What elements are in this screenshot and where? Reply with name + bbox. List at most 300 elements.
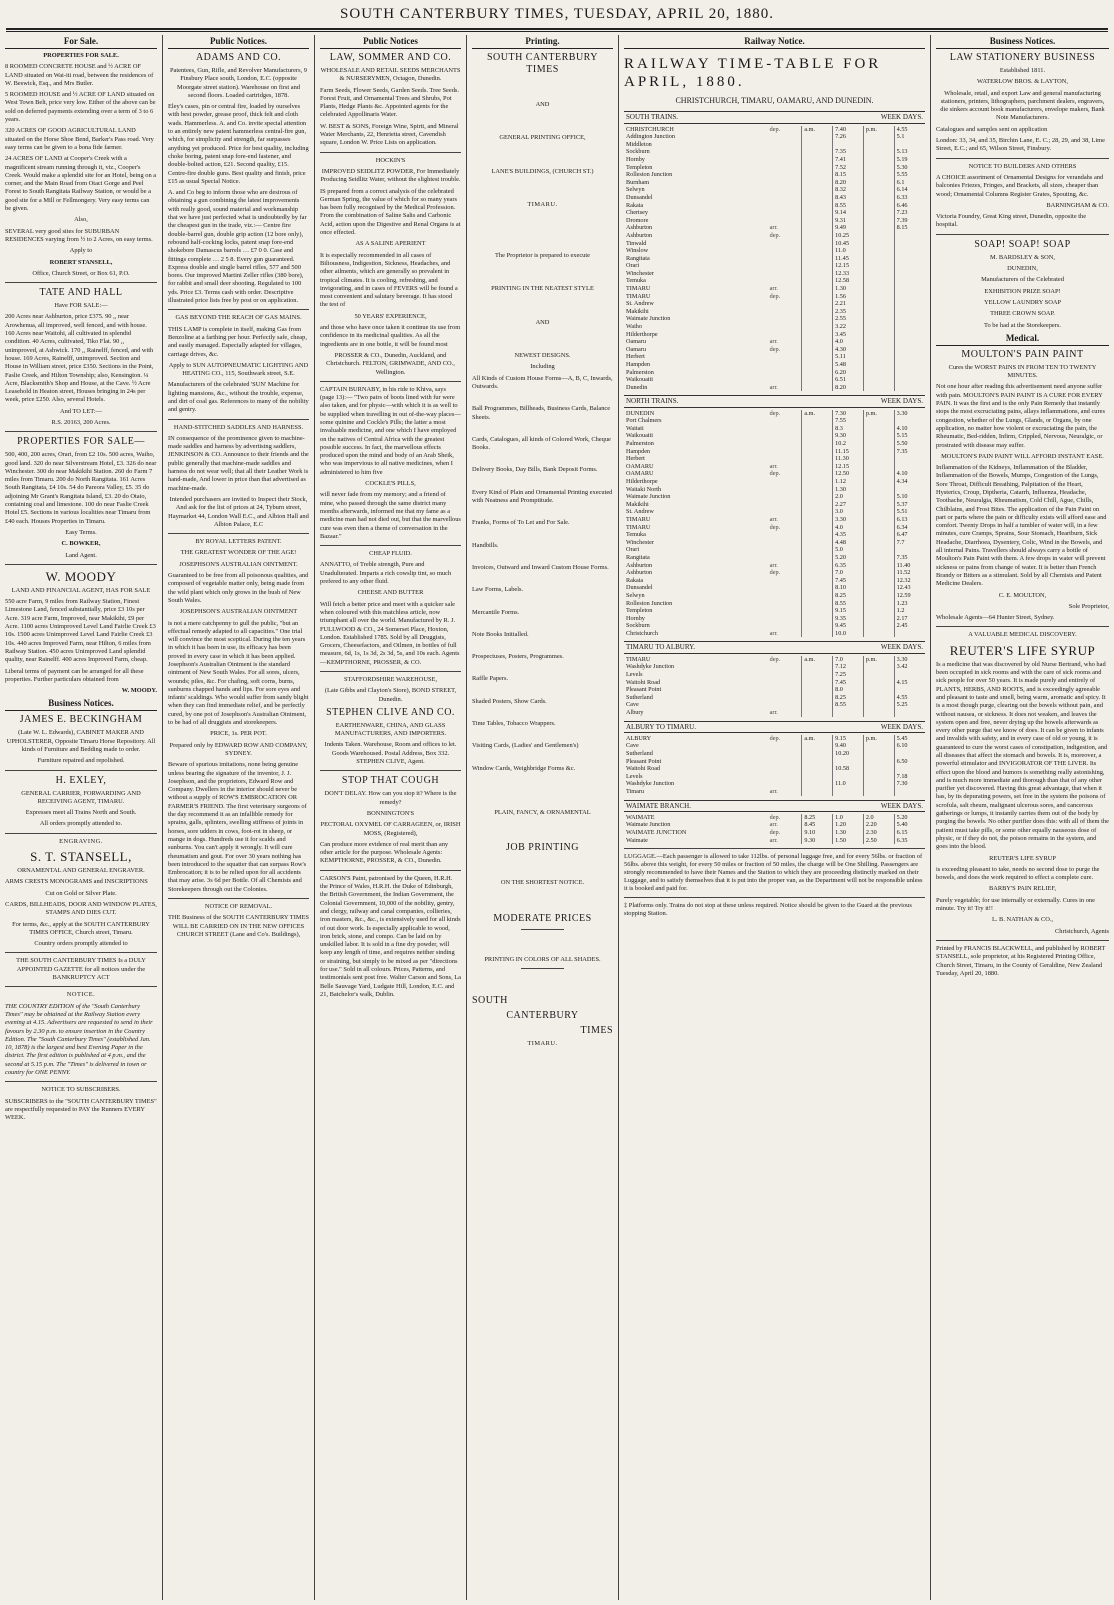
text: CARDS, BILLHEADS, DOOR AND WINDOW PLATES, STAMPS AND DIES CUT. <box>5 900 157 917</box>
text: THIS LAMP is complete in itself, making Gas from Benzoline at a farthing per hour. Perfectly safe, cheap, and easily managed. Especially adapted for villages, carriage drives, &c. <box>168 325 307 358</box>
text: TIMARU. <box>527 1039 558 1047</box>
time-cell <box>802 630 833 638</box>
property-list: 200 Acres near Ashburton, price £375. 90 ,, near Arowhenua, all improved, well fenced, and with house. 160 Acres near Waitohi, all cultivated in splendid condition. 40 Acres, cultivated, Tiko Flat. 90 ,, unimproved, at Ashwick. 170 ,, Rainelff, fenced, and with house. 169 Acres, Rainelff, unimproved. Section and House in William street, price £350. Sections in the Point, Faslie Creek, and Hilton Township; also, Kensington. ¼ Acre, Blacksmith's Shop and House, at the Cave. ½ Acre Leasehold in Heaton street, Houses bringing in 24s per week, price £250. Also, several Hotels. <box>5 313 154 404</box>
dep-arr-marker <box>768 262 802 270</box>
station-name: Port Chalmers <box>626 417 662 425</box>
printing-list-item: Visiting Cards, (Ladies' and Gentlemen's) <box>472 742 579 750</box>
timetable-row <box>624 224 925 232</box>
dep-arr-marker <box>768 508 802 516</box>
albury-timaru-label: ALBURY TO TIMARU. <box>626 722 696 731</box>
time-cell <box>863 133 894 141</box>
ad-title: MODERATE PRICES <box>493 912 592 924</box>
time-cell: 6.46 <box>894 202 925 210</box>
station-name: Ashburton <box>626 561 653 569</box>
time-cell <box>863 516 894 524</box>
timetable-row <box>624 821 925 829</box>
ad-title: ENGRAVING. <box>59 837 103 845</box>
time-cell <box>802 773 833 781</box>
station-name: Addington Junction <box>626 133 675 141</box>
time-cell <box>833 758 864 766</box>
station-name: Waimate Junction <box>626 821 671 829</box>
time-cell <box>894 285 925 293</box>
station-name: Palmerston <box>626 440 654 448</box>
time-cell <box>863 300 894 308</box>
timetable-row <box>624 376 925 384</box>
ad-title: CHEAP FLUID. <box>369 550 412 558</box>
timetable-row <box>624 270 925 278</box>
dep-arr-marker <box>768 148 802 156</box>
time-cell: 8.15 <box>894 224 925 232</box>
printing-list-item: Raffle Papers. <box>472 675 509 683</box>
time-cell: 8.20 <box>833 384 864 392</box>
text: AND <box>535 318 550 326</box>
text: 50 YEARS' EXPERIENCE, <box>354 312 427 320</box>
text: R.S. 20163, 200 Acres. <box>51 418 111 426</box>
time-cell <box>863 164 894 172</box>
text: Sole Proprietor, <box>1068 602 1109 610</box>
timetable-row <box>624 186 925 194</box>
time-cell: 3.42 <box>894 663 925 671</box>
time-cell <box>863 600 894 608</box>
text: Manufacturers of the Celebrated <box>981 276 1064 284</box>
timetable-row <box>624 584 925 592</box>
dep-arr-marker: arr. <box>769 561 778 569</box>
time-cell: a.m. <box>802 410 833 418</box>
dep-arr-marker <box>768 277 802 285</box>
time-cell <box>802 686 833 694</box>
time-cell <box>863 478 894 486</box>
timetable-row <box>624 622 925 630</box>
text: Is a medicine that was discovered by old Nurse Bertrand, who had been occupied in sick rooms and with the care of sick rooms and sick people for over 50 years. It is made purely and entirely of PLANTS, HERBS, AND ROOTS, and is exceedingly agreeable and pleasant to taste and smell, being warm, aromatic and spicy. It is a most though purge, clearing out the bowels without pain, and without nausea, or sickness. It does not weaken, and leaves the system open and free, never drying up the bowels afterwards as every other purge that we know of does. It can be given to infants and invalids with safety, and in every case of old or young, it is guaranteed to cure the worst cases of constipation, indigestion, and all diseases that affect the stomach and bowels. It is, moreover, a powerful stimulator and INVIGORATOR OF THE LIVER. Its effect upon the blood and humors is something really astonishing, and is much more immediate and thorough than that of any other purifier yet discovered. Having this great advantage, that when it has, by its depurating powers, set free in the system the poisons of scrofula, salt rheum, malignant ulcerous sores, and cancerous gatherings or lumps, it instantly carries them out of the body by purging the bowels. No other purifier does this: with all of them the patient must take pills, or some other equally nauseous dose of physic, or if they do not, the poison remains in the system, and goes into the blood. <box>936 660 1109 851</box>
time-cell <box>894 232 925 240</box>
time-cell <box>802 478 833 486</box>
timetable-row <box>624 323 925 331</box>
week-days-label: WEEK DAYS. <box>880 643 923 652</box>
time-cell <box>802 376 833 384</box>
timetable-row <box>624 829 925 837</box>
timetable-row <box>624 194 925 202</box>
ad-title: MOULTON'S PAIN PAINT <box>961 348 1084 360</box>
divider <box>521 929 563 930</box>
timaru-albury-table <box>624 656 925 717</box>
time-cell <box>863 376 894 384</box>
column-heading: Public Notices. <box>168 36 309 49</box>
dep-arr-marker: dep. <box>769 345 781 353</box>
dep-arr-marker <box>768 478 802 486</box>
week-days-label: WEEK DAYS. <box>880 722 923 731</box>
station-name: Sockburn <box>626 622 650 630</box>
timetable-row <box>624 686 925 694</box>
text: Cures the WORST PAINS IN FROM TEN TO TWENTY MINUTES. <box>948 363 1097 380</box>
time-cell <box>863 209 894 217</box>
time-cell <box>802 417 833 425</box>
time-cell <box>802 209 833 217</box>
time-cell: 11.0 <box>833 780 864 788</box>
station-name: Waitaki North <box>626 485 662 493</box>
ad-title: REUTER'S LIFE SYRUP <box>949 642 1096 658</box>
timetable-row <box>624 607 925 615</box>
column-heading: Public Notices <box>320 36 461 49</box>
time-cell: 2.35 <box>833 308 864 316</box>
time-cell <box>863 584 894 592</box>
dep-arr-marker <box>768 270 802 278</box>
time-cell <box>802 584 833 592</box>
station-name: Rangitata <box>626 553 650 561</box>
dep-arr-marker <box>768 432 802 440</box>
time-cell <box>863 293 894 301</box>
station-name: Hampden <box>626 447 651 455</box>
time-cell <box>863 202 894 210</box>
time-cell: 4.35 <box>833 531 864 539</box>
time-cell <box>802 270 833 278</box>
divider <box>936 158 1109 159</box>
dep-arr-marker <box>768 133 802 141</box>
time-cell <box>894 300 925 308</box>
timetable-row <box>624 202 925 210</box>
text: PLAIN, FANCY, & ORNAMENTAL <box>494 808 591 816</box>
time-cell: 4.10 <box>894 425 925 433</box>
time-cell <box>863 671 894 679</box>
time-cell: 7.18 <box>894 773 925 781</box>
column-heading: Railway Notice. <box>624 36 925 49</box>
time-cell: 12.15 <box>833 463 864 471</box>
station-name: Herbert <box>626 353 645 361</box>
text: REUTER'S LIFE SYRUP <box>989 854 1056 862</box>
time-cell <box>863 369 894 377</box>
time-cell <box>894 270 925 278</box>
time-cell <box>863 224 894 232</box>
time-cell: 7.0 <box>833 656 864 664</box>
dep-arr-marker <box>768 209 802 217</box>
timetable-row <box>624 247 925 255</box>
station-name: Waimate Junction <box>626 493 671 501</box>
ad-title: NOTICE TO SUBSCRIBERS. <box>41 1086 121 1094</box>
divider <box>320 545 461 546</box>
time-cell: 5.48 <box>833 361 864 369</box>
time-cell: 4.48 <box>833 539 864 547</box>
text: Guaranteed to be free from all poisonous qualities, and composed of vegetable matter only, being made from the wild plant which only grows in the bush of New South Wales. <box>168 572 309 604</box>
dep-arr-marker <box>768 554 802 562</box>
text: ORNAMENTAL AND GENERAL ENGRAVER. <box>17 867 145 875</box>
time-cell: 8.32 <box>833 186 864 194</box>
text: BARNINGHAM & CO. <box>1046 201 1109 209</box>
timetable-row <box>624 742 925 750</box>
ad-title: H. EXLEY, <box>55 774 107 786</box>
station-name: Hilderthorpe <box>626 478 658 486</box>
station-name: Albury <box>626 708 644 716</box>
ad-title: NOTICE OF REMOVAL. <box>204 903 273 911</box>
time-cell <box>802 679 833 687</box>
time-cell <box>863 630 894 638</box>
timetable-row <box>624 463 925 471</box>
albury-timaru-heading <box>624 721 925 733</box>
time-cell: 8.55 <box>833 701 864 709</box>
text: BONNINGTON'S <box>366 809 415 817</box>
timetable-title: RAILWAY TIME-TABLE FOR APRIL, 1880. <box>624 56 882 90</box>
ad-title: S. T. STANSELL, <box>30 849 132 865</box>
printing-list-item: Law Forms, Labels. <box>472 586 524 594</box>
timetable-row <box>624 410 925 418</box>
column-printing <box>466 35 618 1600</box>
station-name: Rolleston Junction <box>626 171 673 179</box>
dep-arr-marker <box>768 546 802 554</box>
printing-list-item: Cards, Catalogues, all kinds of Colored Work, Cheque Books. <box>472 435 611 452</box>
station-name: Selwyn <box>626 591 645 599</box>
time-cell <box>802 524 833 532</box>
dep-arr-marker: arr. <box>769 629 778 637</box>
timetable-row <box>624 671 925 679</box>
text: London: 33, 34, and 35, Birchin Lane, E. C.; 28, 29, and 38, Lime Street, E.C.; and 65, Wilson Street, Finsbury. <box>936 137 1105 153</box>
time-cell <box>802 217 833 225</box>
property-ad: 24 ACRES OF LAND at Cooper's Creek with a magnificent stream running through it, viz., Cooper's Creek. Would make a splendid site for an Hotel, being on a corner, and the Main Road from Otaci Gorge and Peel Forest to South Rangitata Railway Station, or would be a good site for a Mill or Fellmongery. Very easy terms can be given. <box>5 155 157 213</box>
time-cell: 2.27 <box>833 501 864 509</box>
dep-arr-marker <box>768 455 802 463</box>
time-cell: 5.19 <box>894 156 925 164</box>
printing-list-item: Time Tables, Tobacco Wrappers. <box>472 720 556 728</box>
agent-name: W. MOODY. <box>121 687 157 695</box>
time-cell <box>894 788 925 796</box>
time-cell: 4.0 <box>833 524 864 532</box>
timetable-row <box>624 493 925 501</box>
text: ANNATTO, of Treble strength, Pure and Unadulterated. Imparts a rich cowslip tint, so much prefered to any other fluid. <box>320 561 452 586</box>
column-heading: Printing. <box>472 36 613 49</box>
time-cell: a.m. <box>802 126 833 134</box>
divider <box>168 898 309 899</box>
timetable-row <box>624 554 925 562</box>
station-name: Palmerston <box>626 368 654 376</box>
ad-title: LAW STATIONERY BUSINESS <box>949 52 1096 63</box>
time-cell <box>802 141 833 149</box>
time-cell <box>894 417 925 425</box>
time-cell: 6.14 <box>894 186 925 194</box>
time-cell <box>863 346 894 354</box>
station-name: Pleasant Point <box>626 686 662 694</box>
time-cell <box>802 486 833 494</box>
time-cell <box>833 788 864 796</box>
time-cell <box>863 384 894 392</box>
time-cell: 7.25 <box>833 671 864 679</box>
station-name: Ashburton <box>626 231 653 239</box>
time-cell: 7.55 <box>833 417 864 425</box>
station-name: TIMARU <box>626 292 651 300</box>
text: The Proprietor is prepared to execute <box>495 252 590 260</box>
time-cell: 11.0 <box>833 247 864 255</box>
divider <box>168 533 309 534</box>
timetable-row <box>624 331 925 339</box>
dep-arr-marker <box>768 486 802 494</box>
time-cell: 12.59 <box>894 592 925 600</box>
dep-arr-marker <box>768 694 802 702</box>
timetable-row <box>624 569 925 577</box>
time-cell: 5.37 <box>894 501 925 509</box>
timaru-albury-label: TIMARU TO ALBURY. <box>626 643 696 652</box>
time-cell: 8.55 <box>833 600 864 608</box>
time-cell: a.m. <box>802 735 833 743</box>
time-cell <box>802 285 833 293</box>
text: Purely vegetable; for use internally or externally. Cures in one minute. Try it! Try it!! <box>936 896 1095 913</box>
text: Eley's cases, pin or central fire, loaded by ourselves with best powder, grease proof, thick felt and cloth wads. Hammerless. A. and Co. invite special attention to an entirely new patent hammerless central-fire gun, which, for simplicity and strength, far surpasses anything yet produced. Price for best quality, including choke boring, patent snap fore-end fastener, and double-bolted action, £21. Second quality, £15. Centre-fire double guns. Best quality and finish, price £15 as usual Special Notice. <box>168 103 309 185</box>
dep-arr-marker: arr. <box>769 224 778 232</box>
dep-arr-marker <box>768 577 802 585</box>
property-ad: 5 ROOMED HOUSE and ½ ACRE OF LAND situated on West Town Belt, price very low. Either of the above can be sold on deferred payments extending over a term of 3 to 6 years. <box>5 91 156 124</box>
time-cell: 8.43 <box>833 194 864 202</box>
time-cell: 6.34 <box>894 524 925 532</box>
time-cell <box>894 671 925 679</box>
dep-arr-marker: arr. <box>769 383 778 391</box>
station-name: Dunsandel <box>626 584 653 592</box>
time-cell: 5.50 <box>894 440 925 448</box>
time-cell <box>863 217 894 225</box>
time-cell <box>894 277 925 285</box>
time-cell <box>894 331 925 339</box>
text: Victoria Foundry, Great King street, Dunedin, opposite the hospital. <box>936 213 1087 229</box>
time-cell: 7.12 <box>833 663 864 671</box>
time-cell <box>863 701 894 709</box>
dep-arr-marker: dep. <box>769 409 781 417</box>
time-cell <box>802 758 833 766</box>
time-cell <box>863 417 894 425</box>
time-cell: 7.26 <box>833 133 864 141</box>
divider <box>320 671 461 672</box>
time-cell: 4.34 <box>894 478 925 486</box>
timetable-row <box>624 758 925 766</box>
time-cell <box>863 622 894 630</box>
time-cell <box>863 194 894 202</box>
timetable-row <box>624 164 925 172</box>
dep-arr-marker <box>768 742 802 750</box>
north-trains-table <box>624 410 925 638</box>
time-cell <box>863 171 894 179</box>
time-cell <box>863 232 894 240</box>
time-cell <box>894 709 925 717</box>
masthead-rule-thin <box>6 31 1108 32</box>
station-name: DUNEDIN <box>626 409 655 417</box>
time-cell <box>863 758 894 766</box>
time-cell: 4.10 <box>894 470 925 478</box>
time-cell <box>802 247 833 255</box>
time-cell: 3.22 <box>833 323 864 331</box>
station-name: Tinwald <box>626 239 647 247</box>
text: L. B. NATHAN & CO., <box>991 916 1054 924</box>
station-name: Waimate <box>626 836 648 844</box>
station-name: Dunedin <box>626 383 648 391</box>
text: Land Agent. <box>65 551 97 559</box>
time-cell <box>802 671 833 679</box>
time-cell: 2.30 <box>863 829 894 837</box>
time-cell: 6.35 <box>833 562 864 570</box>
time-cell: 8.10 <box>833 584 864 592</box>
time-cell: 12.50 <box>833 470 864 478</box>
timetable-row <box>624 701 925 709</box>
notice-text: SUBSCRIBERS to the "SOUTH CANTERBURY TIMES" are respectfully requested to PAY the Runners EVERY WEEK. <box>5 1097 157 1122</box>
text: Wholesale, retail, and export Law and general manufacturing stationers, printers, lithographers, parchment dealers, engravers, die sinkers account book manufacturers, envelope makers, Bank Note Manufacturers. <box>940 89 1105 122</box>
dep-arr-marker: arr. <box>769 821 778 829</box>
time-cell <box>863 486 894 494</box>
divider <box>5 770 157 771</box>
timetable-row <box>624 531 925 539</box>
time-cell <box>802 202 833 210</box>
south-trains-label: SOUTH TRAINS. <box>626 113 678 122</box>
time-cell: 1.56 <box>833 293 864 301</box>
time-cell <box>894 686 925 694</box>
dep-arr-marker <box>768 750 802 758</box>
text: TIMARU. <box>527 200 558 208</box>
time-cell: 7.23 <box>894 209 925 217</box>
time-cell <box>863 663 894 671</box>
time-cell: 8.25 <box>802 814 833 822</box>
text: PECTORAL OXYMEL OF CARRAGEEN, or, IRISH MOSS, (Registered), <box>320 821 461 837</box>
albury-timaru-table <box>624 735 925 796</box>
time-cell <box>894 315 925 323</box>
divider <box>320 381 461 382</box>
time-cell <box>863 569 894 577</box>
time-cell: 7.39 <box>894 217 925 225</box>
time-cell <box>802 308 833 316</box>
text: WHOLESALE AND RETAIL SEEDS MERCHANTS & NURSERYMEN, Octagon, Dunedin. <box>320 67 461 83</box>
dep-arr-marker: arr. <box>769 285 778 293</box>
column-public-notices <box>162 35 314 1600</box>
station-name: Waitohi Road <box>626 678 661 686</box>
column-railway <box>618 35 930 1600</box>
dep-arr-marker <box>768 156 802 164</box>
text: Beware of spurious imitations, none being genuine unless bearing the signature of the inventor, J. J. Josephson, and the proprietors, Edward Row and Company. Dwellers in the interior should never be without a supply of ROW'S EMBROCATION OR FARMER'S FRIEND. The first veterinary surgeons of the day recommend it as an infallible remedy for sprains, galls, splinters, swelling stiffness of joints in horses, sore udders in cows, foot-rot in sheep, or mange in dogs. Hundreds use it for scalds and sunburns. You can't apply it wrongly. It will cure rheumatism and gout. For over 30 years nothing has been introduced to the squatter that can surpass Row's Embrocation; it is to be relied upon for all accidents that may arise. 3s 6d per Bottle. Of all Chemists and Storekeepers through out the Colonies. <box>168 761 307 893</box>
time-cell: 9.35 <box>833 615 864 623</box>
text: Manufacturers of the celebrated 'SUN' Machine for lighting mansions, &c., without the trouble, expense, and dirt of coal gas. References to many of the nobility and gentry. <box>168 381 309 414</box>
station-name: TIMARU <box>626 655 651 663</box>
gazette-notice: THE SOUTH CANTERBURY TIMES Is a DULY APPOINTED GAZETTE for all notices under the BANKRUPTCY ACT <box>16 957 146 982</box>
dep-arr-marker <box>768 501 802 509</box>
time-cell: 8.45 <box>802 821 833 829</box>
time-cell <box>802 323 833 331</box>
column-heading: Business Notices. <box>936 36 1109 49</box>
dep-arr-marker <box>768 194 802 202</box>
dep-arr-marker <box>768 440 802 448</box>
time-cell: 5.40 <box>894 821 925 829</box>
time-cell <box>802 156 833 164</box>
time-cell: 2.45 <box>894 622 925 630</box>
dep-arr-marker <box>768 765 802 773</box>
time-cell <box>802 186 833 194</box>
timetable-row <box>624 255 925 263</box>
printing-list <box>472 375 613 773</box>
dep-arr-marker: arr. <box>769 836 778 844</box>
station-name: Templeton <box>626 607 653 615</box>
time-cell <box>863 262 894 270</box>
time-cell: p.m. <box>863 656 894 664</box>
time-cell <box>863 432 894 440</box>
station-name: Chertsey <box>626 209 648 217</box>
timetable-row <box>624 765 925 773</box>
ad-title: SOAP! SOAP! SOAP <box>974 238 1071 250</box>
time-cell: 7.30 <box>894 780 925 788</box>
time-cell <box>863 493 894 501</box>
dep-arr-marker <box>768 592 802 600</box>
time-cell: 7.45 <box>833 577 864 585</box>
divider <box>168 419 309 420</box>
divider <box>168 309 309 310</box>
text: and those who have once taken it continue its use from confidence in its medicinal qualities. As all the ingredients are in one bottle, it will be found most <box>320 324 461 348</box>
time-cell <box>802 701 833 709</box>
text: ARMS CRESTS MONOGRAMS and INSCRIPTIONS <box>5 878 148 886</box>
dep-arr-marker: arr. <box>769 708 778 716</box>
time-cell <box>802 148 833 156</box>
text: IMPROVED SEIDLITZ POWDER, For Immediately Producing Seidlitz Water, without the slightest trouble. <box>320 167 461 184</box>
timetable-row <box>624 592 925 600</box>
timetable-row <box>624 455 925 463</box>
time-cell <box>802 255 833 263</box>
time-cell: 8.3 <box>833 425 864 433</box>
agent-name: ROBERT STANSELL, <box>49 258 113 266</box>
